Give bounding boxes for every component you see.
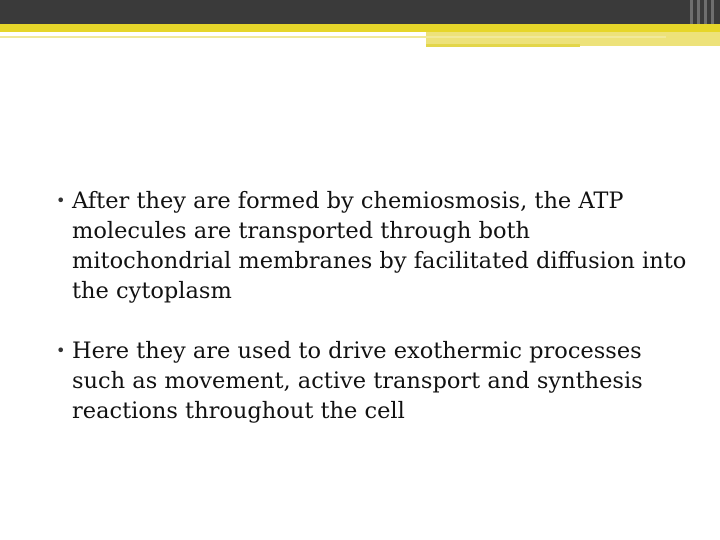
bullet-list [56, 186, 696, 426]
accent-line [0, 24, 720, 32]
accent-line [426, 44, 580, 47]
slide-body [56, 186, 696, 426]
bullet-text: After they are formed by chemiosmosis, the ATP molecules are transported through both mitochondrial membranes by facilitated diffusion into the cytoplasm [72, 188, 687, 304]
accent-line [0, 36, 666, 38]
bullet-icon: • [56, 341, 66, 360]
bullet-text: Here they are used to drive exothermic processes such as movement, active transport and synthesis reactions throughout the cell [72, 338, 643, 424]
header-stripe [690, 0, 693, 24]
bullet-item [56, 186, 696, 306]
header-band [0, 0, 720, 24]
header-stripe [711, 0, 714, 24]
bullet-icon: • [56, 191, 66, 210]
header-stripe [704, 0, 707, 24]
header-stripe [697, 0, 700, 24]
bullet-item [56, 336, 696, 426]
